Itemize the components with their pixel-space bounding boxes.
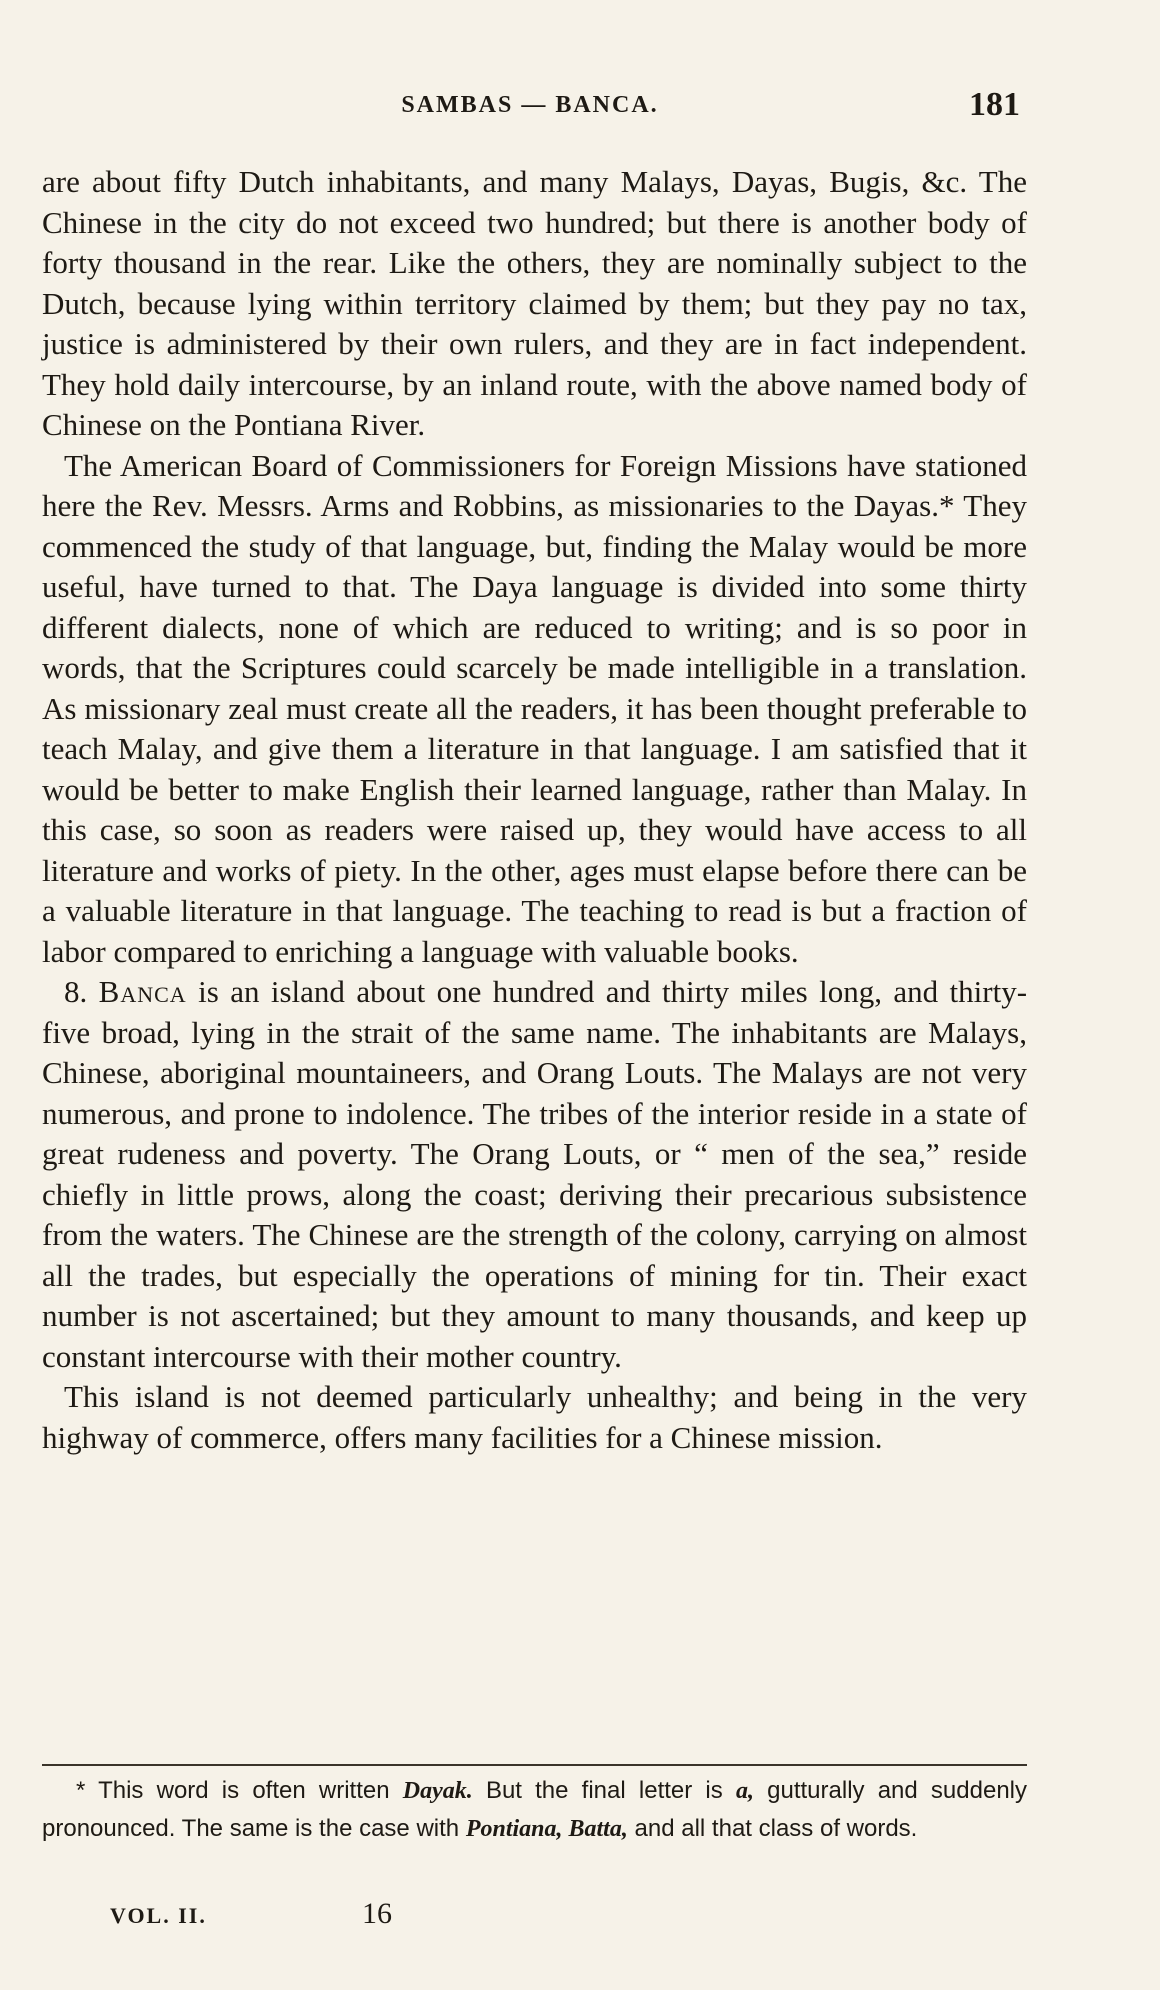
footnote-italic-3: Pontiana, Batta,: [465, 1816, 628, 1842]
footnote: [42, 1772, 1027, 1848]
footnote-mid-2: gutturally and suddenly pronounced. The same is the case with: [42, 1777, 1027, 1842]
footnote-italic-2: a,: [735, 1778, 754, 1804]
paragraph-2: The American Board of Commissioners for Foreign Missions have stationed here the Rev. Messrs. Arms and Robbins, as missionaries to the Dayas.* They commenced the study of that language, but, finding the Malay would be more useful, have turned to that. The Daya language is divided into some thirty different dialects, none of which are reduced to writing; and is so poor in words, that the Scriptures could scarcely be made intelligible in a translation. As missionary zeal must create all the readers, it has been thought preferable to teach Malay, and give them a literature in that language. I am satisfied that it would be better to make English their learned language, rather than Malay. In this case, so soon as readers were raised up, they would have access to all literature and works of piety. In the other, ages must elapse before there can be a valuable literature in that language. The teaching to read is but a fraction of labor compared to enriching a language with valuable books.: [42, 447, 1027, 969]
page-footer: [110, 1897, 530, 1937]
section-heading: Banca: [98, 974, 187, 1009]
paragraph-3: [42, 972, 1027, 1377]
page-number: 181: [969, 86, 1020, 123]
paragraph-4: This island is not deemed particularly unhealthy; and being in the very highway of commerce, offers many facilities for a Chinese mission.: [42, 1379, 1027, 1455]
running-head: [40, 86, 1020, 132]
body-text: [42, 162, 1027, 1458]
signature-mark: 16: [362, 1897, 392, 1930]
footnote-rule: [42, 1764, 1027, 1766]
footnote-italic-1: Dayak.: [402, 1778, 473, 1804]
footnote-mid: But the final letter is: [485, 1777, 723, 1804]
volume-label: VOL. II.: [110, 1903, 207, 1928]
footnote-lead: * This word is often written: [76, 1777, 390, 1804]
footnote-tail: and all that class of words.: [634, 1815, 918, 1842]
section-number: 8.: [64, 974, 88, 1009]
running-title: SAMBAS — BANCA.: [401, 92, 659, 118]
paragraph-1: are about fifty Dutch inhabitants, and many Malays, Dayas, Bugis, &c. The Chinese in the city do not exceed two hundred; but there is another body of forty thousand in the rear. Like the others, they are nominally subject to the Dutch, because lying within territory claimed by them; but they pay no tax, justice is administered by their own rulers, and they are in fact independent. They hold daily intercourse, by an inland route, with the above named body of Chinese on the Pontiana River.: [42, 164, 1027, 442]
paragraph-3-text: is an island about one hundred and thirty miles long, and thirty-five broad, lying in the strait of the same name. The inhabitants are Malays, Chinese, aboriginal mountaineers, and Orang Louts. The Malays are not very numerous, and prone to indolence. The tribes of the interior reside in a state of great rudeness and poverty. The Orang Louts, or “ men of the sea,” reside chiefly in little prows, along the coast; deriving their precarious subsistence from the waters. The Chinese are the strength of the colony, carrying on almost all the trades, but especially the operations of mining for tin. Their exact number is not ascertained; but they amount to many thousands, and keep up constant intercourse with their mother country.: [42, 974, 1028, 1374]
